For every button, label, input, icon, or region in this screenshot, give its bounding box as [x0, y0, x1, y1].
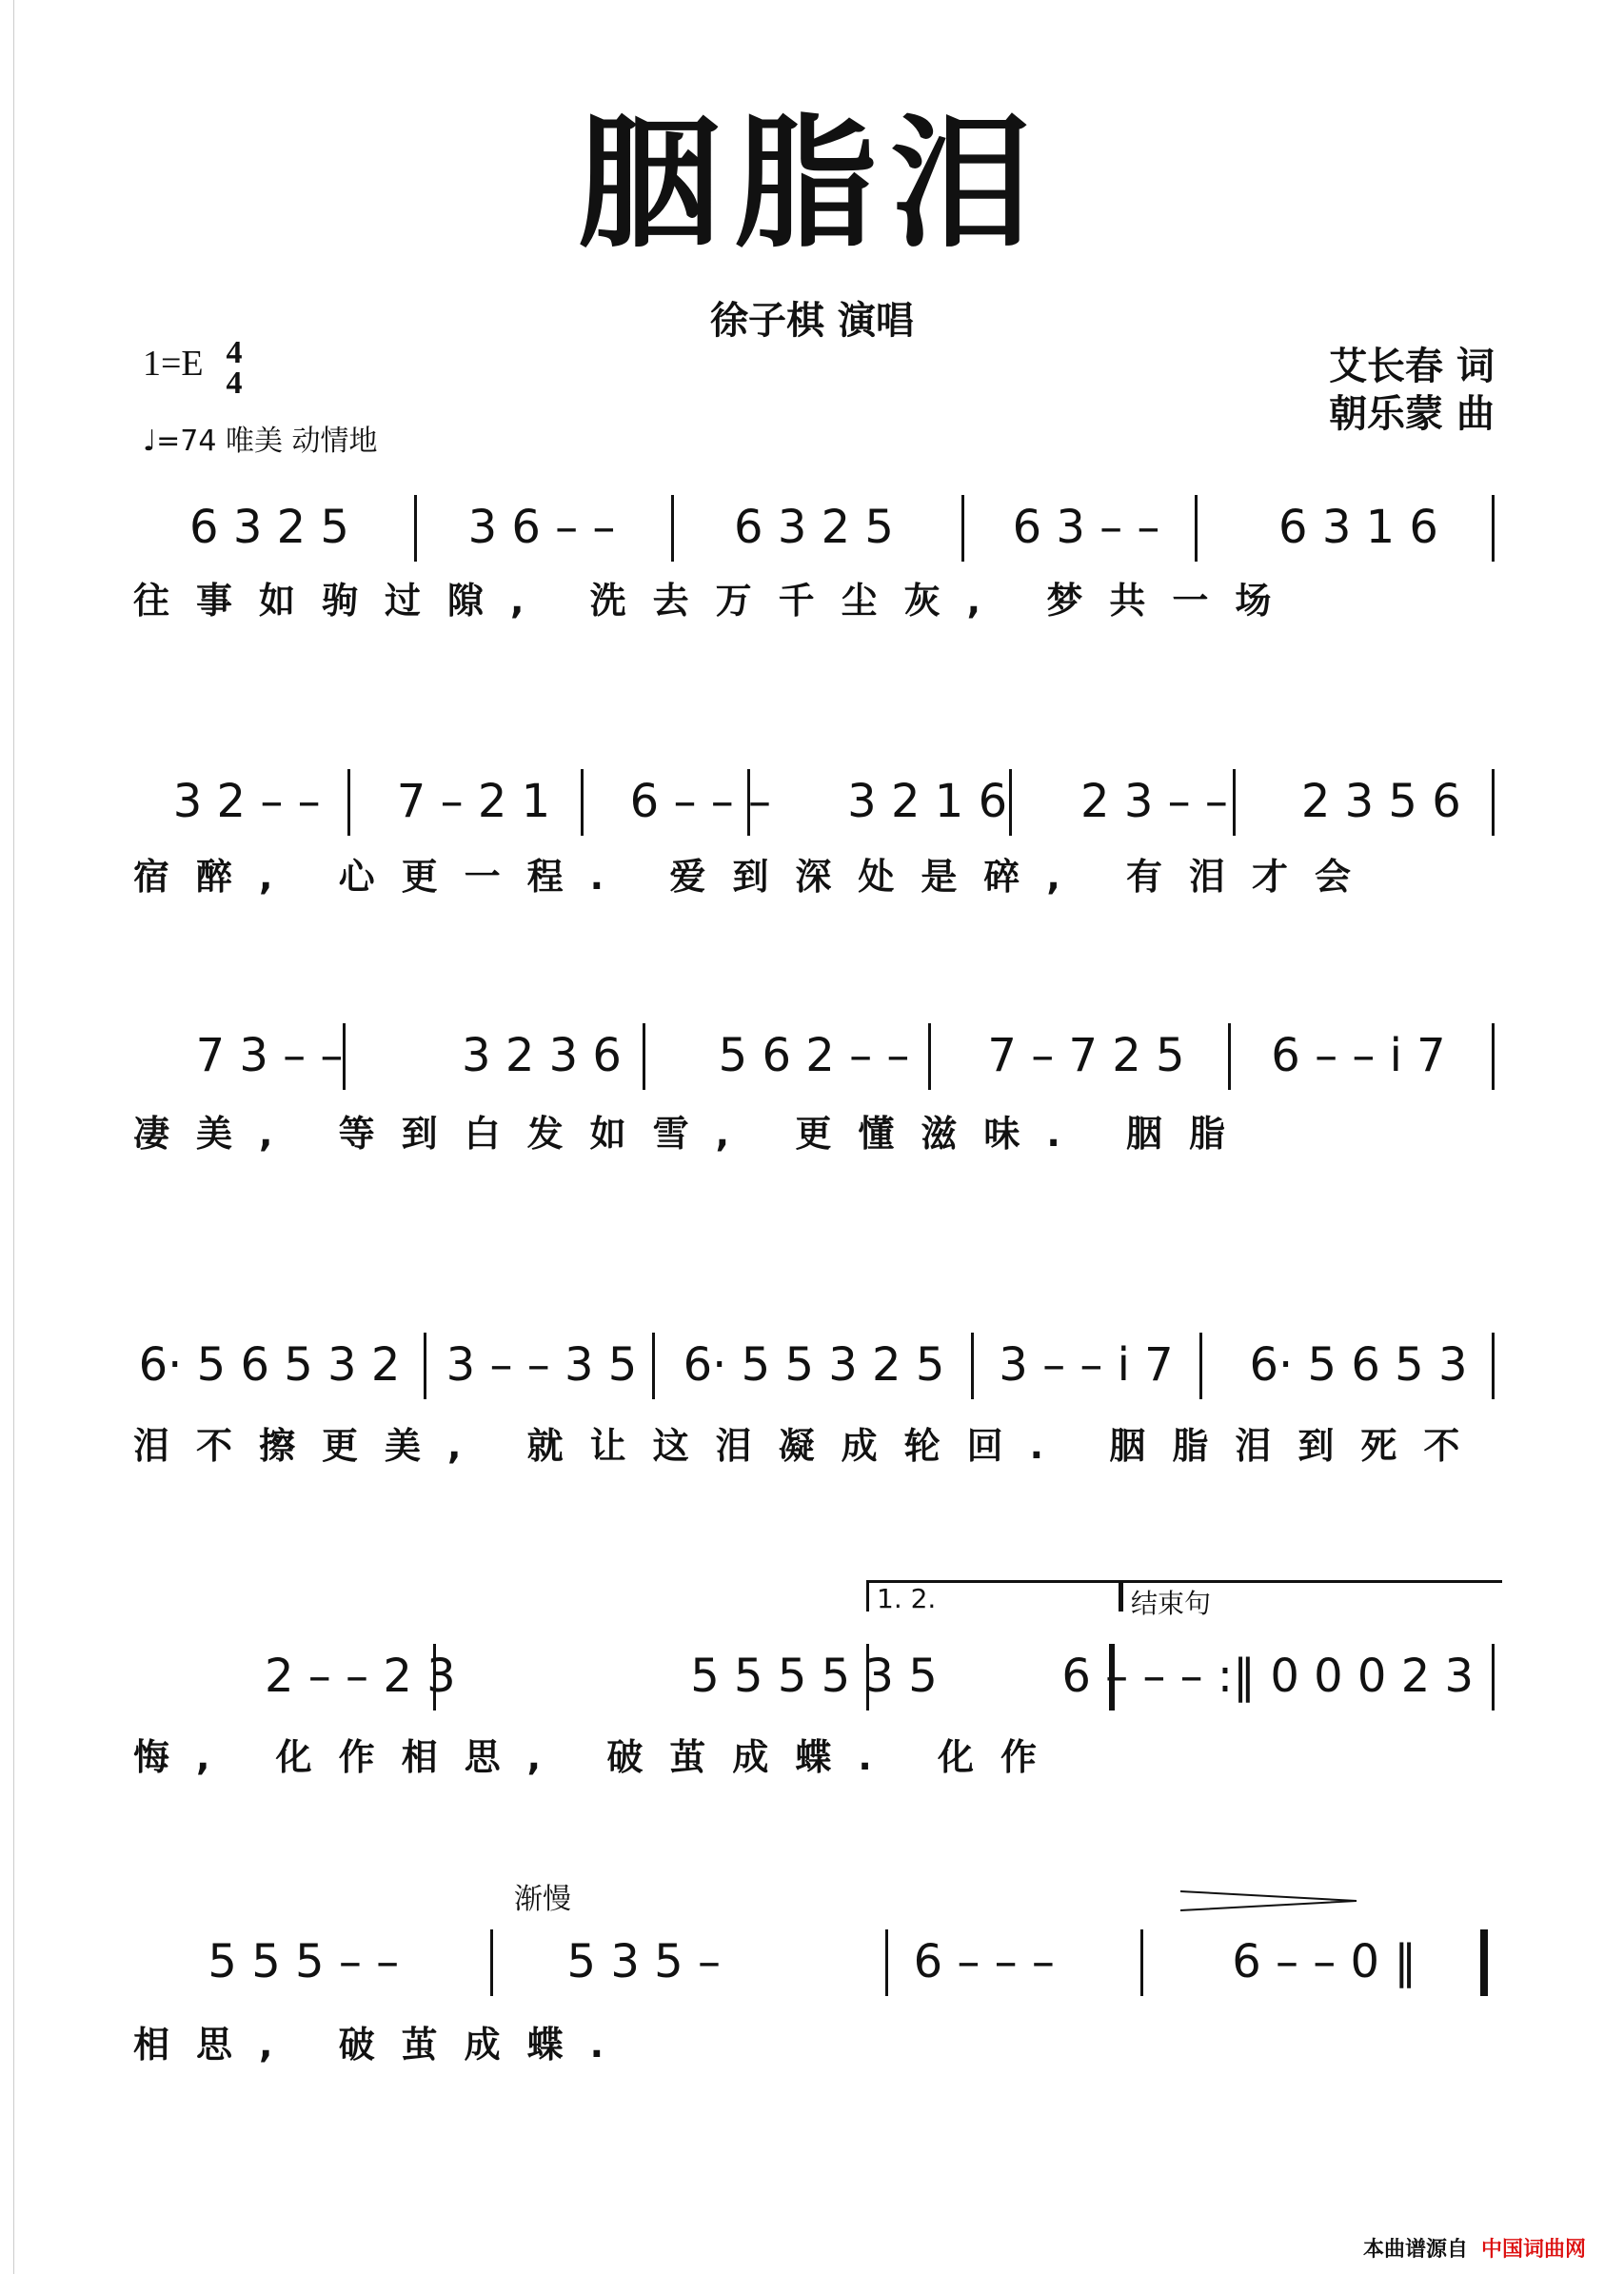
measure: 5 6 2 – –: [718, 1029, 910, 1082]
score-system-6: [133, 1929, 1495, 2015]
measure: 5 3 5 –: [566, 1935, 721, 1988]
measure: 6 – – –: [629, 775, 771, 828]
lyrics-line: 相思, 破茧成蝶.: [133, 2024, 631, 2066]
score-system-1: [133, 495, 1495, 581]
measure: 5 5 5 5 3 5: [690, 1650, 938, 1703]
decrescendo-hairpin: [1180, 1889, 1361, 1916]
lyrics-line: 泪不擦更美, 就让这泪凝成轮回. 胭脂泪到死不: [133, 1425, 1487, 1467]
tempo-change-marking: 渐慢: [514, 1883, 571, 1916]
song-title: 胭脂泪: [577, 100, 1046, 267]
measure: 6 – – – :‖ 0 0 0 2 3: [1061, 1650, 1475, 1703]
measure: 3 – – i 7: [999, 1338, 1174, 1392]
composer: 朝乐蒙 曲: [1329, 392, 1495, 436]
footer: [1363, 2233, 1586, 2263]
notation-line: [133, 1338, 1495, 1399]
measure: 3 6 – –: [467, 501, 616, 554]
first-ending-bracket: 1. 2.: [866, 1580, 1122, 1612]
measure: 6 3 2 5: [189, 501, 349, 554]
time-signature: 4 4: [226, 335, 243, 401]
score-system-4: [133, 1333, 1495, 1418]
source-brand-link[interactable]: 中国词曲网: [1480, 2238, 1586, 2262]
notation-line: [133, 501, 1495, 562]
measure: 3 2 3 6: [462, 1029, 622, 1082]
measure: 6 3 1 6: [1278, 501, 1438, 554]
measure: 6 – – i 7: [1271, 1029, 1446, 1082]
score-system-2: [133, 769, 1495, 855]
notation-line: [133, 1029, 1495, 1090]
score-system-3: [133, 1023, 1495, 1109]
measure: 7 – 2 1: [396, 775, 551, 828]
measure: 6· 5 5 3 2 5: [683, 1338, 945, 1392]
credits: [1218, 343, 1495, 438]
measure: 2 3 5 6: [1300, 775, 1461, 828]
measure: 3 2 – –: [172, 775, 321, 828]
measure: 3 2 1 6: [847, 775, 1008, 828]
measure: 7 – 7 2 5: [987, 1029, 1185, 1082]
lyrics-line: 往事如驹过隙, 洗去万千尘灰, 梦共一场: [133, 580, 1298, 622]
lyricist: 艾长春 词: [1329, 345, 1495, 388]
ending-phrase-bracket: 结束句: [1119, 1580, 1502, 1612]
measure: 7 3 – –: [195, 1029, 344, 1082]
lyrics-line: 宿醉, 心更一程. 爱到深处是碎, 有泪才会: [133, 856, 1377, 898]
lyrics-line: 凄美, 等到白发如雪, 更懂滋味. 胭脂: [133, 1113, 1252, 1155]
measure: 6 3 – –: [1012, 501, 1160, 554]
measure: 6· 5 6 5 3 2: [138, 1338, 401, 1392]
source-note: 本曲谱源自: [1362, 2238, 1468, 2262]
lyrics-line: 悔, 化作相思, 破茧成蝶. 化作: [133, 1736, 1063, 1778]
notation-line: [133, 775, 1495, 836]
measure: 6· 5 6 5 3: [1249, 1338, 1468, 1392]
measure: 6 3 2 5: [734, 501, 894, 554]
measure: 6 – – –: [913, 1935, 1055, 1988]
measure: 2 – – 2 3: [265, 1650, 456, 1703]
singer: 徐子棋 演唱: [710, 299, 914, 343]
key-signature: 1=E: [143, 344, 204, 384]
measure: 2 3 – –: [1080, 775, 1228, 828]
measure: 6 – – 0 ‖: [1232, 1935, 1417, 1988]
notation-line: [133, 1935, 1495, 1996]
tempo-marking: ♩=74 唯美 动情地: [143, 425, 378, 458]
measure: 3 – – 3 5: [446, 1338, 638, 1392]
score-system-5: [133, 1644, 1495, 1730]
measure: 5 5 5 – –: [208, 1935, 400, 1988]
notation-line: [133, 1650, 1495, 1710]
